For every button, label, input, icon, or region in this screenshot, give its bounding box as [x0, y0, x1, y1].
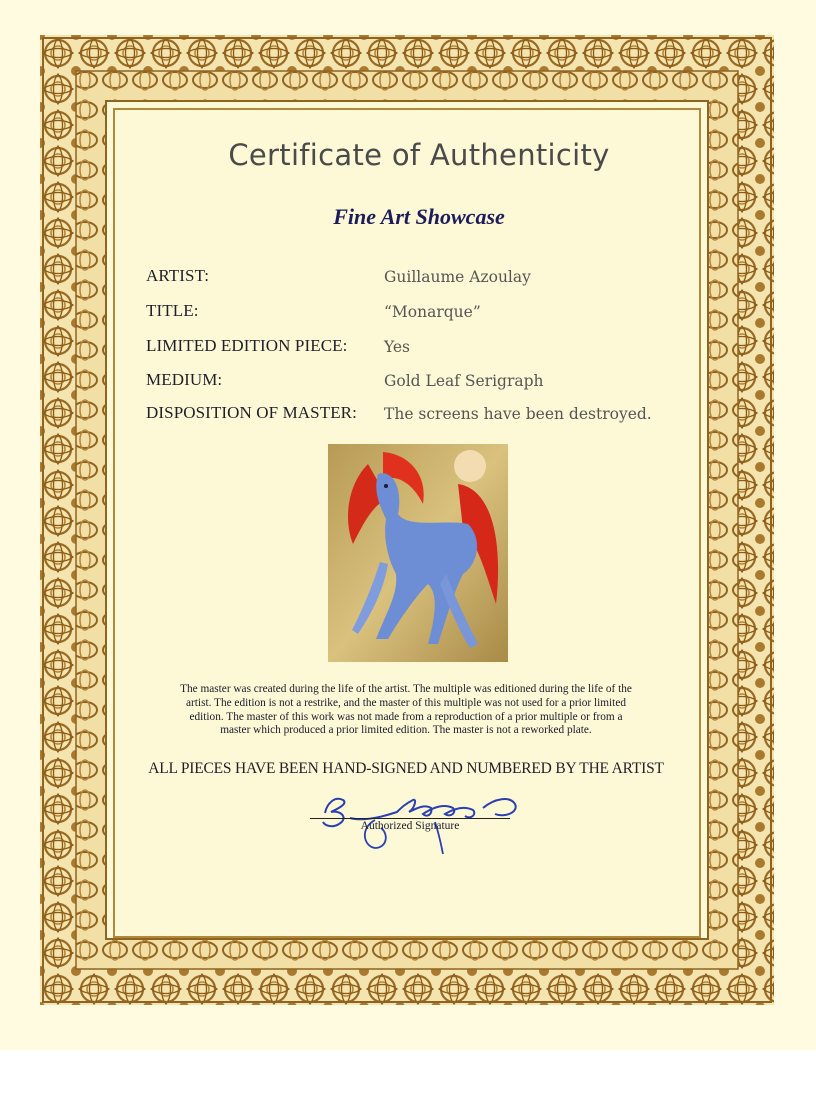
signature-line	[310, 818, 510, 819]
hand-signed-statement: ALL PIECES HAVE BEEN HAND-SIGNED AND NUMBERED BY THE ARTIST	[148, 760, 664, 777]
certificate-title: Certificate of Authenticity	[228, 138, 610, 172]
limited-edition-value: Yes	[384, 338, 411, 356]
disposition-label: DISPOSITION OF MASTER:	[146, 403, 357, 422]
fineprint-paragraph	[128, 683, 684, 738]
medium-value: Gold Leaf Serigraph	[384, 372, 544, 390]
disposition-value: The screens have been destroyed.	[384, 405, 652, 423]
fineprint-line: The master was created during the life of the artist. The multiple was editioned during the life of the	[180, 683, 632, 695]
fineprint-line: artist. The edition is not a restrike, and the master of this multiple was not used for a prior limited	[186, 696, 626, 709]
medium-label: MEDIUM:	[146, 370, 223, 389]
artist-label: ARTIST:	[146, 266, 210, 285]
certificate-subtitle: Fine Art Showcase	[333, 204, 505, 229]
signature-label: Authorized Signature	[360, 820, 460, 832]
title-label: TITLE:	[146, 301, 199, 320]
limited-edition-label: LIMITED EDITION PIECE:	[146, 336, 348, 355]
title-value: “Monarque”	[384, 303, 481, 321]
horse-painting-image	[328, 444, 508, 662]
fineprint-line: edition. The master of this work was not made from a reproduction of a prior multiple or from a	[189, 710, 623, 723]
artist-value: Guillaume Azoulay	[384, 268, 531, 286]
fineprint-line: master which produced a prior limited edition. The master is not a reworked plate.	[220, 724, 592, 737]
